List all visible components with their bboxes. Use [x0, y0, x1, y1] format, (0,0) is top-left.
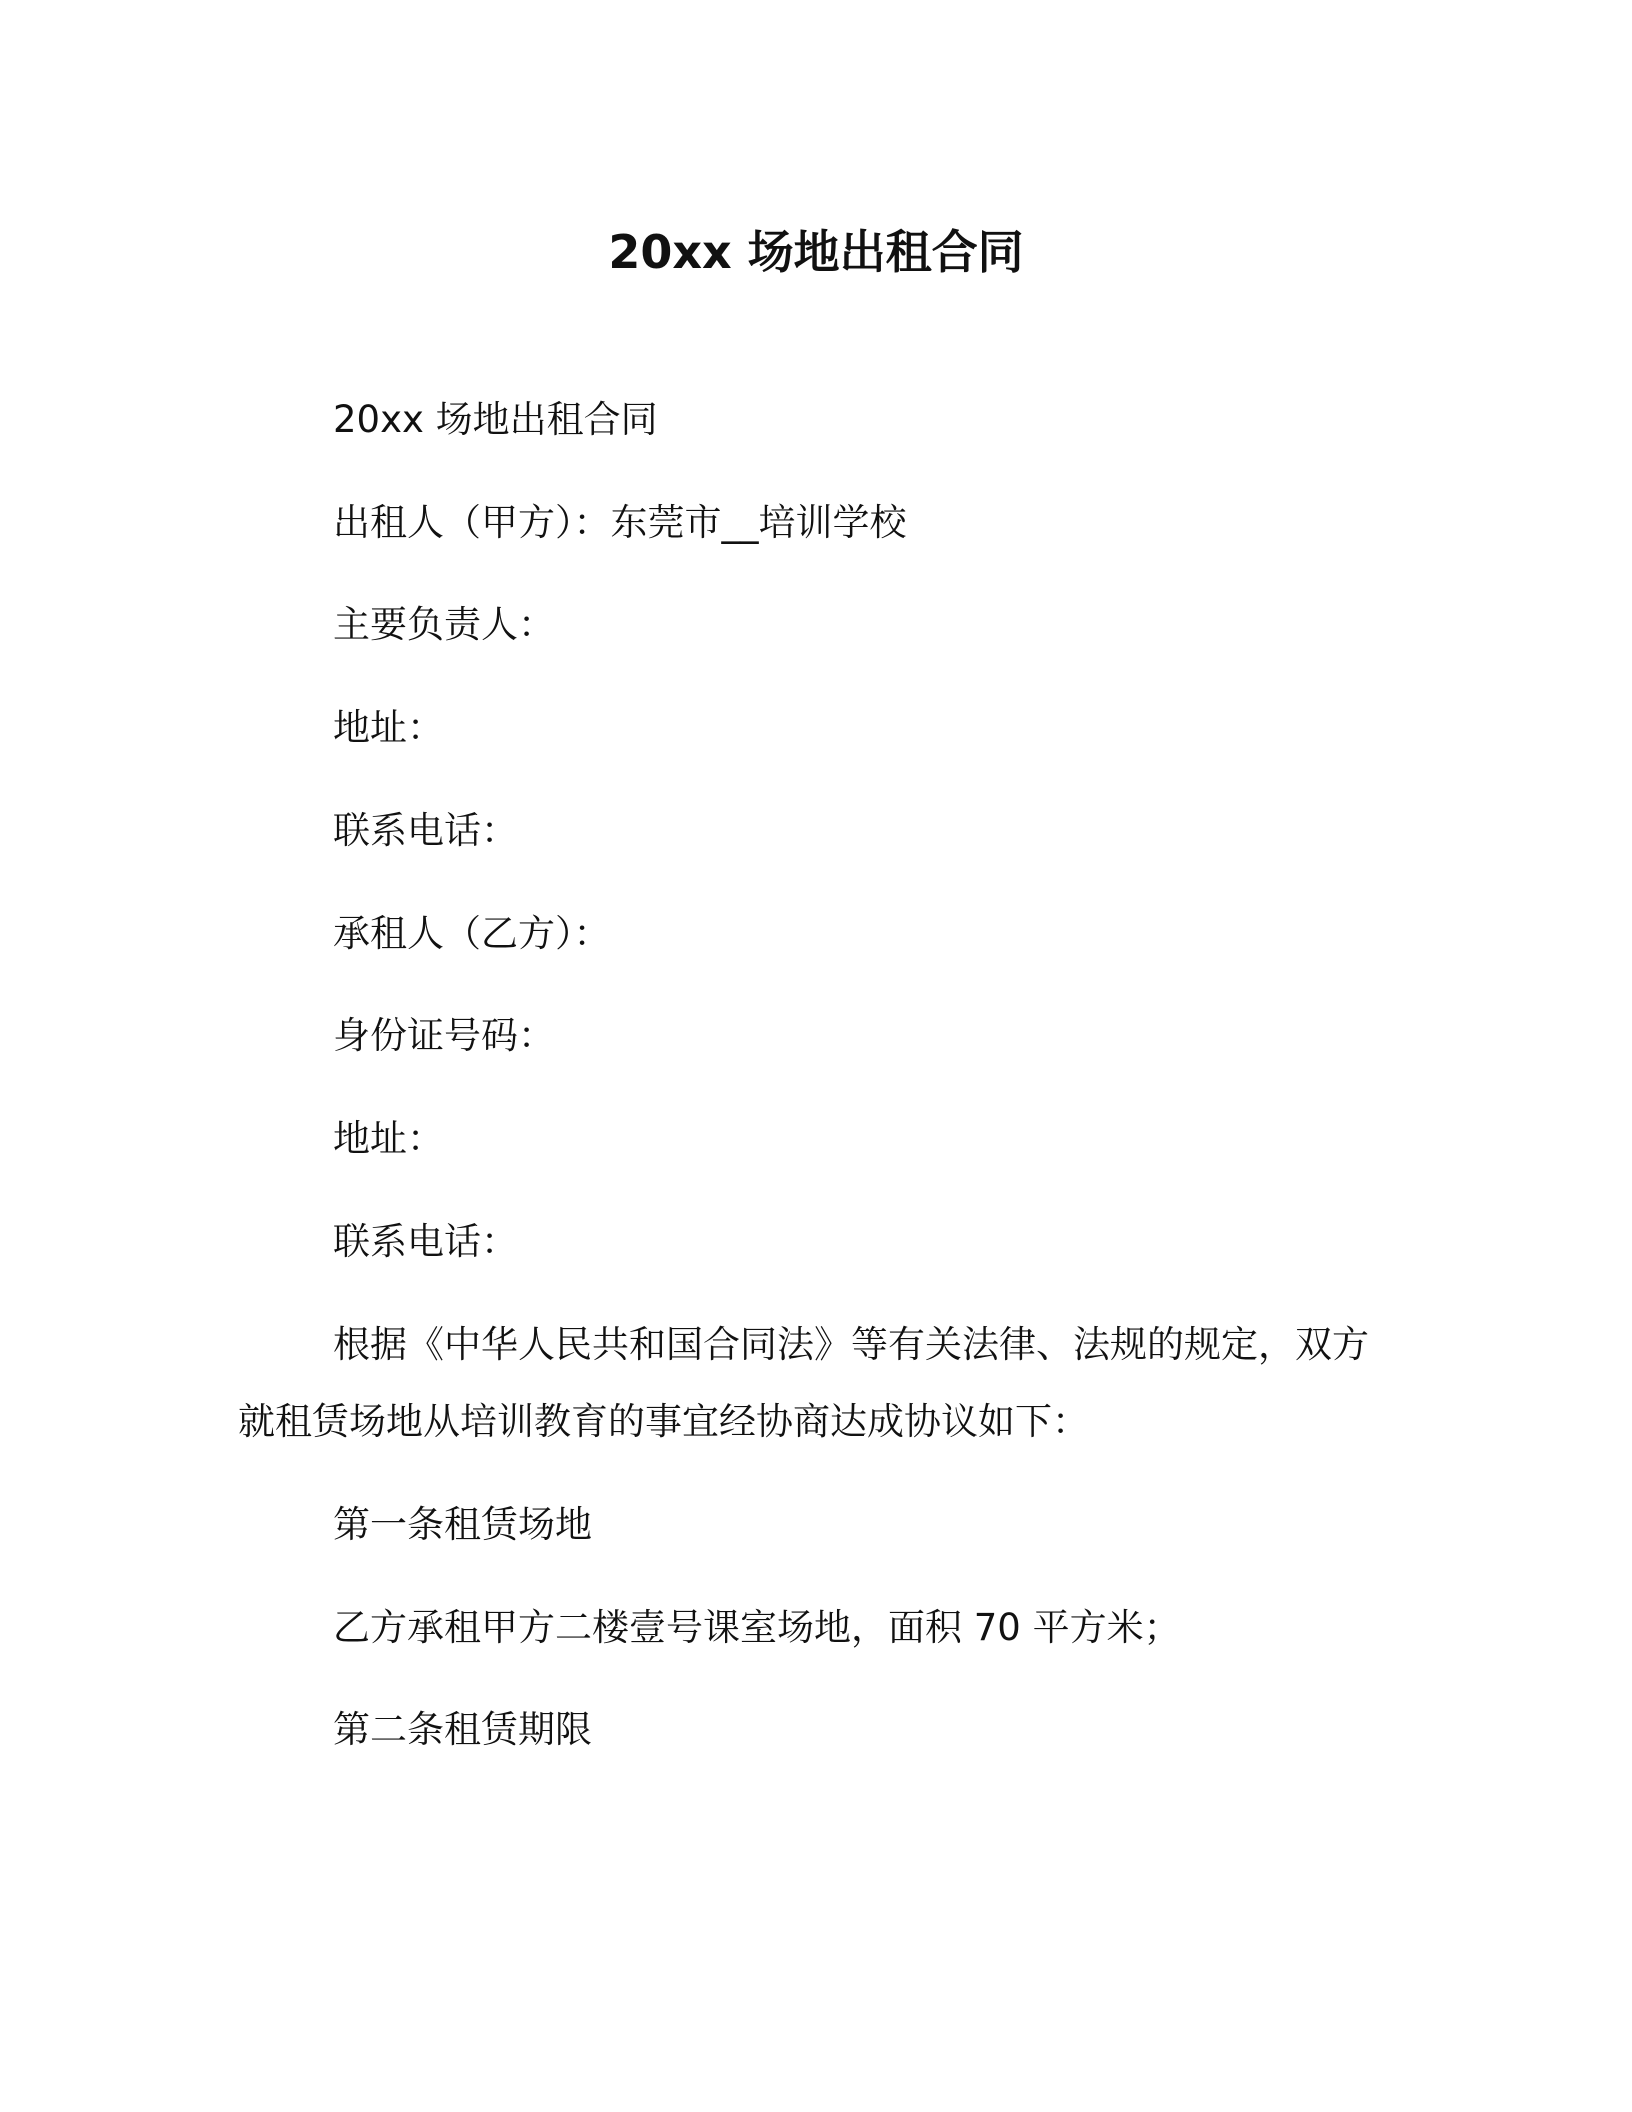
lessor-line: 出租人（甲方）：东莞市__培训学校 — [333, 501, 907, 544]
article-one-heading: 第一条租赁场地 — [333, 1503, 592, 1546]
lessee-phone-line: 联系电话： — [333, 1220, 518, 1263]
document-title: 20xx 场地出租合同 — [608, 225, 1024, 279]
lessor-phone-line: 联系电话： — [333, 809, 518, 852]
subtitle-line: 20xx 场地出租合同 — [333, 398, 658, 441]
id-number-line: 身份证号码： — [333, 1014, 555, 1057]
agreement-paragraph-line-1: 根据《中华人民共和国合同法》等有关法律、法规的规定，双方 — [333, 1323, 1369, 1366]
lessee-address-line: 地址： — [333, 1117, 444, 1160]
lessor-address-line: 地址： — [333, 706, 444, 749]
article-one-text: 乙方承租甲方二楼壹号课室场地，面积 70 平方米； — [333, 1606, 1181, 1649]
agreement-paragraph-line-2: 就租赁场地从培训教育的事宜经协商达成协议如下： — [238, 1400, 1089, 1443]
lessee-line: 承租人（乙方）： — [333, 912, 611, 955]
article-two-heading: 第二条租赁期限 — [333, 1708, 592, 1751]
principal-line: 主要负责人： — [333, 603, 555, 646]
